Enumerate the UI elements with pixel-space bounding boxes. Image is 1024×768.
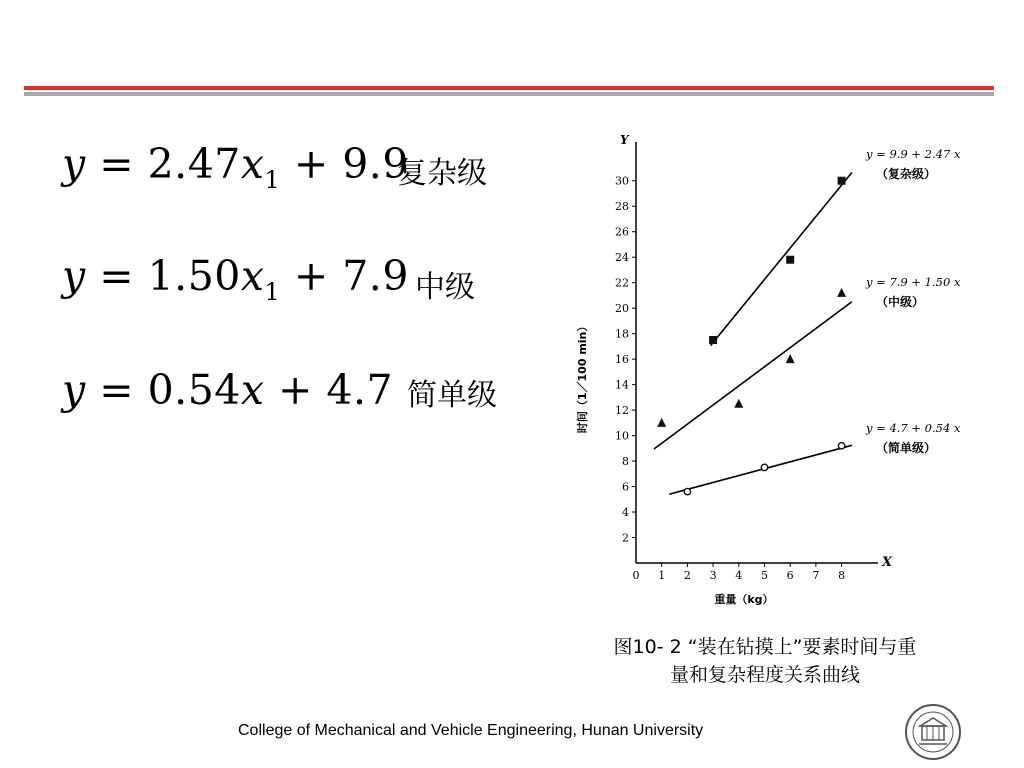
data-point-triangle — [786, 354, 795, 363]
data-point-square — [709, 336, 717, 344]
y-tick-label: 30 — [615, 174, 629, 188]
equation-intercept: + 4.7 — [264, 366, 394, 414]
time-vs-weight-chart — [560, 120, 990, 620]
y-axis-letter: Y — [620, 133, 629, 147]
equation-coefficient: = 1.50 — [85, 252, 241, 300]
figure-caption — [530, 633, 1000, 689]
x-tick-label: 1 — [658, 569, 666, 582]
data-point-circle — [838, 443, 844, 449]
y-tick-label: 24 — [615, 251, 629, 265]
data-point-triangle — [657, 418, 666, 427]
footer-institution: College of Mechanical and Vehicle Engineering, Hunan University — [238, 722, 704, 739]
equation-lhs: y — [62, 366, 86, 414]
x-tick-label: 0 — [632, 569, 640, 582]
level-label-medium: 中级 — [415, 270, 475, 305]
x-tick-label: 2 — [683, 569, 691, 582]
header-rule-gray — [24, 92, 994, 96]
x-tick-label: 6 — [786, 569, 794, 582]
series-equation-label: y = 4.7 + 0.54 x — [866, 421, 961, 435]
header-rule-red — [24, 86, 994, 90]
equation-medium — [62, 252, 409, 306]
equation-variable: x — [240, 252, 265, 300]
y-tick-label: 6 — [622, 480, 629, 494]
equation-intercept: + 7.9 — [280, 252, 409, 300]
level-label-simple: 简单级 — [407, 378, 497, 413]
x-tick-label: 8 — [838, 569, 846, 582]
equation-coefficient: = 2.47 — [85, 140, 241, 188]
data-point-circle — [761, 464, 767, 470]
data-point-triangle — [734, 399, 743, 408]
level-label-complex: 复杂级 — [397, 156, 487, 191]
caption-line-1: 图10- 2 “装在钻摸上”要素时间与重 — [613, 636, 917, 658]
y-tick-label: 20 — [615, 302, 629, 316]
equation-intercept: + 9.9 — [280, 140, 409, 188]
equation-variable: x — [240, 366, 265, 414]
y-tick-label: 16 — [615, 353, 629, 367]
series-level-label: （复杂级） — [876, 167, 937, 181]
fit-line-0 — [711, 172, 852, 345]
equation-variable: x — [240, 140, 265, 188]
y-tick-label: 22 — [615, 276, 629, 290]
series-equation-label: y = 7.9 + 1.50 x — [866, 275, 961, 289]
university-seal-logo — [903, 702, 963, 762]
data-point-circle — [684, 488, 690, 494]
x-tick-label: 5 — [760, 569, 768, 582]
equation-subscript: 1 — [264, 166, 281, 194]
data-point-triangle — [837, 288, 846, 297]
y-tick-label: 4 — [622, 506, 629, 520]
data-point-square — [786, 256, 794, 264]
series-level-label: （中级） — [876, 295, 925, 309]
series-level-label: （简单级） — [876, 441, 937, 455]
y-tick-label: 8 — [622, 455, 629, 469]
x-axis-letter: X — [882, 555, 893, 570]
x-tick-label: 3 — [709, 569, 717, 582]
fit-line-2 — [669, 445, 851, 494]
equation-lhs: y — [62, 140, 86, 188]
caption-line-2: 量和复杂程度关系曲线 — [669, 664, 860, 686]
y-tick-label: 2 — [622, 531, 629, 545]
equation-lhs: y — [62, 252, 86, 300]
x-tick-label: 7 — [812, 569, 820, 582]
y-tick-label: 14 — [615, 378, 629, 392]
y-axis-title: 时间（1／100 min） — [576, 320, 589, 434]
x-axis-title: 重量（kg） — [714, 593, 774, 606]
y-tick-label: 26 — [615, 225, 629, 239]
data-point-square — [838, 177, 846, 185]
y-tick-label: 12 — [615, 404, 629, 418]
equation-complex — [62, 140, 409, 194]
y-tick-label: 28 — [615, 200, 629, 214]
y-tick-label: 10 — [615, 429, 629, 443]
equation-coefficient: = 0.54 — [85, 366, 241, 414]
x-tick-label: 4 — [735, 569, 743, 582]
equation-subscript: 1 — [264, 278, 281, 306]
series-equation-label: y = 9.9 + 2.47 x — [866, 147, 961, 161]
y-tick-label: 18 — [615, 327, 629, 341]
equation-simple — [62, 366, 393, 420]
fit-line-1 — [654, 302, 852, 449]
